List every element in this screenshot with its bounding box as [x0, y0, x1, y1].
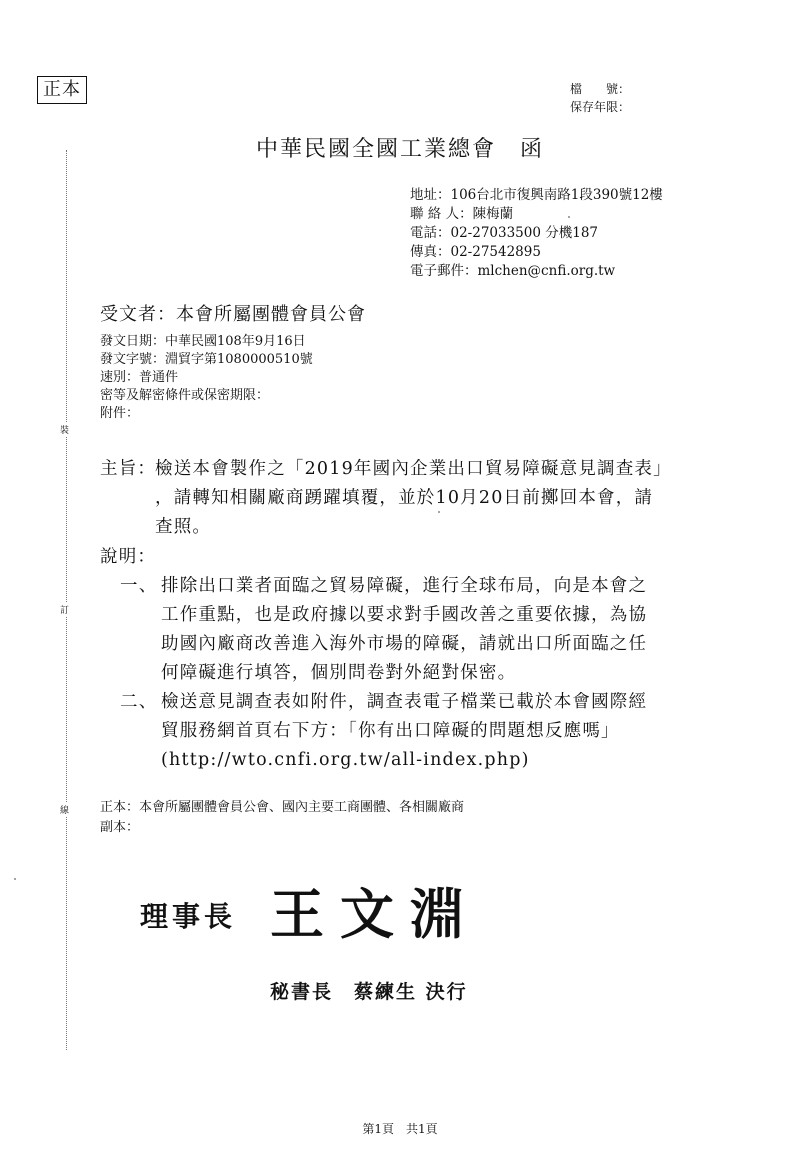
delivery-speed: 速別：普通件: [100, 370, 179, 385]
original-copy-stamp: 正本: [37, 76, 87, 104]
binding-line: [66, 150, 67, 1050]
chairman-name-stamp: 王文淵: [270, 882, 480, 946]
page-number: 第1頁 共1頁: [362, 1122, 438, 1136]
binding-mark-xian: 線: [60, 802, 69, 817]
explanation-line: 貿服務網首頁右下方：「你有出口障礙的問題想反應嗎」: [161, 721, 620, 741]
document-title: 中華民國全國工業總會 函: [255, 137, 544, 162]
explanation-line: 排除出口業者面臨之貿易障礙，進行全球布局，向是本會之: [161, 576, 648, 596]
copy-recipients: 副本：: [100, 820, 140, 835]
original-recipients: 正本：本會所屬團體會員公會、國內主要工商團體、各相關廠商: [100, 800, 465, 815]
subject-line: 查照。: [155, 517, 212, 537]
sender-address: 地址：106台北市復興南路1段390號12樓: [410, 187, 663, 203]
explanation-line: 何障礙進行填答，個別問卷對外絕對保密。: [161, 663, 517, 683]
sender-phone: 電話：02-27033500 分機187: [410, 225, 599, 241]
scan-speck: [14, 878, 16, 880]
archive-number-label: 檔 號：: [570, 82, 631, 96]
attachments: 附件：: [100, 406, 140, 421]
document-number: 發文字號：淵貿字第1080000510號: [100, 352, 313, 367]
scan-speck: [438, 511, 440, 513]
retention-period-label: 保存年限：: [570, 100, 631, 114]
explanation-line: 工作重點，也是政府據以要求對手國改善之重要依據，為協: [161, 605, 648, 625]
recipient-line: 受文者：本會所屬團體會員公會: [100, 304, 366, 325]
subject-label: 主旨：: [100, 459, 157, 479]
secretary-general-line: 秘書長 蔡練生 決行: [270, 981, 468, 1003]
confidentiality: 密等及解密條件或保密期限：: [100, 388, 270, 403]
explanation-line: 助國內廠商改善進入海外市場的障礙，請就出口所面臨之任: [161, 634, 648, 654]
explanation-line: 檢送意見調查表如附件，調查表電子檔業已載於本會國際經: [161, 692, 648, 712]
subject-line: ，請轉知相關廠商踴躍填覆，並於10月20日前擲回本會，請: [155, 488, 654, 508]
chairman-title: 理事長: [140, 900, 237, 933]
sender-fax: 傳真：02-27542895: [410, 244, 541, 260]
explanation-label: 說明：: [100, 547, 157, 567]
explanation-link: (http://wto.cnfi.org.tw/all-index.php): [161, 750, 530, 770]
binding-mark-zhuang: 裝: [60, 422, 69, 437]
issue-date: 發文日期：中華民國108年9月16日: [100, 334, 306, 349]
item-number: 二、: [120, 692, 158, 712]
binding-mark-ding: 訂: [60, 602, 69, 617]
sender-email: 電子郵件：mlchen@cnfi.org.tw: [410, 263, 616, 279]
item-number: 一、: [120, 576, 158, 596]
sender-contact: 聯 絡 人：陳梅蘭: [410, 206, 514, 222]
subject-line: 檢送本會製作之「2019年國內企業出口貿易障礙意見調查表」: [155, 459, 672, 479]
scan-speck: [568, 216, 570, 218]
